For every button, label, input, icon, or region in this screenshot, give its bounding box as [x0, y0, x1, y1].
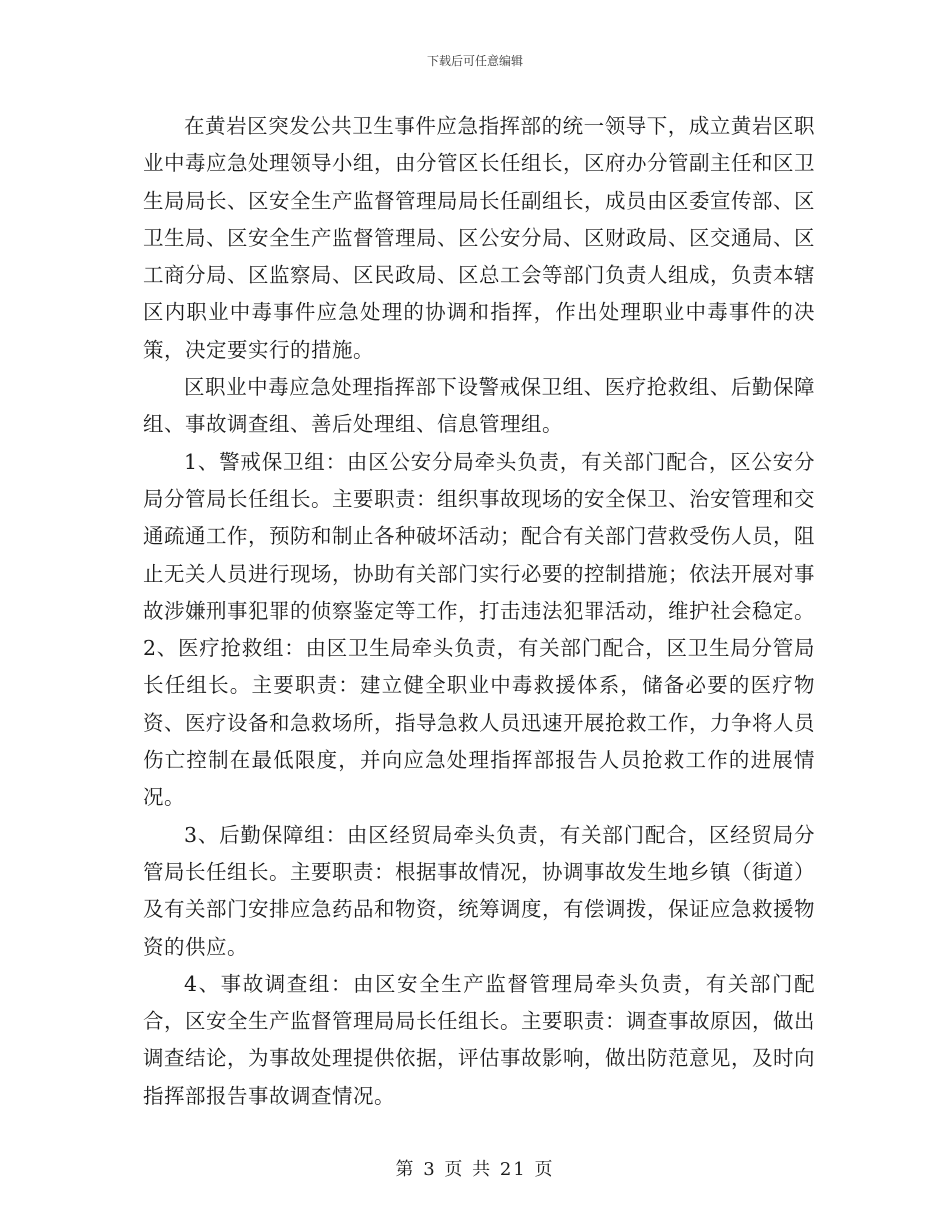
paragraph-subgroups: 区职业中毒应急处理指挥部下设警戒保卫组、医疗抢救组、后勤保障组、事故调查组、善后处理组、信息管理组。: [143, 375, 815, 437]
page-number-footer: 第 3 页 共 21 页: [395, 1159, 555, 1180]
page-header: 下载后可任意编辑: [426, 54, 523, 68]
paragraph-logistics: 3、后勤保障组：由区经贸局牵头负责，有关部门配合，区经贸局分管局长任组长。主要职责：根据事故情况，协调事故发生地乡镇（街道）及有关部门安排应急药品和物资，统筹调度，有偿调拨，保证应急救援物资的供应。: [143, 822, 815, 959]
paragraph-investigation: 4、事故调查组：由区安全生产监督管理局牵头负责，有关部门配合，区安全生产监督管理局局长任组长。主要职责：调查事故原因，做出调查结论，为事故处理提供依据，评估事故影响，做出防范意见，及时向指挥部报告事故调查情况。: [143, 971, 815, 1108]
paragraph-leadership-group: 在黄岩区突发公共卫生事件应急指挥部的统一领导下，成立黄岩区职业中毒应急处理领导小组，由分管区长任组长，区府办分管副主任和区卫生局局长、区安全生产监督管理局局长任副组长，成员由区委宣传部、区卫生局、区安全生产监督管理局、区公安分局、区财政局、区交通局、区工商分局、区监察局、区民政局、区总工会等部门负责人组成，负责本辖区内职业中毒事件应急处理的协调和指挥，作出处理职业中毒事件的决策，决定要实行的措施。: [143, 114, 815, 362]
paragraph-security-medical: 1、警戒保卫组：由区公安分局牵头负责，有关部门配合，区公安分局分管局长任组长。主要职责：组织事故现场的安全保卫、治安管理和交通疏通工作，预防和制止各种破坏活动；配合有关部门营救受伤人员，阻止无关人员进行现场，协助有关部门实行必要的控制措施；依法开展对事故涉嫌刑事犯罪的侦察鉴定等工作，打击违法犯罪活动，维护社会稳定。2、医疗抢救组：由区卫生局牵头负责，有关部门配合，区卫生局分管局长任组长。主要职责：建立健全职业中毒救援体系，储备必要的医疗物资、医疗设备和急救场所，指导急救人员迅速开展抢救工作，力争将人员伤亡控制在最低限度，并向应急处理指挥部报告人员抢救工作的进展情况。: [143, 449, 815, 810]
document-body: [143, 108, 815, 1115]
